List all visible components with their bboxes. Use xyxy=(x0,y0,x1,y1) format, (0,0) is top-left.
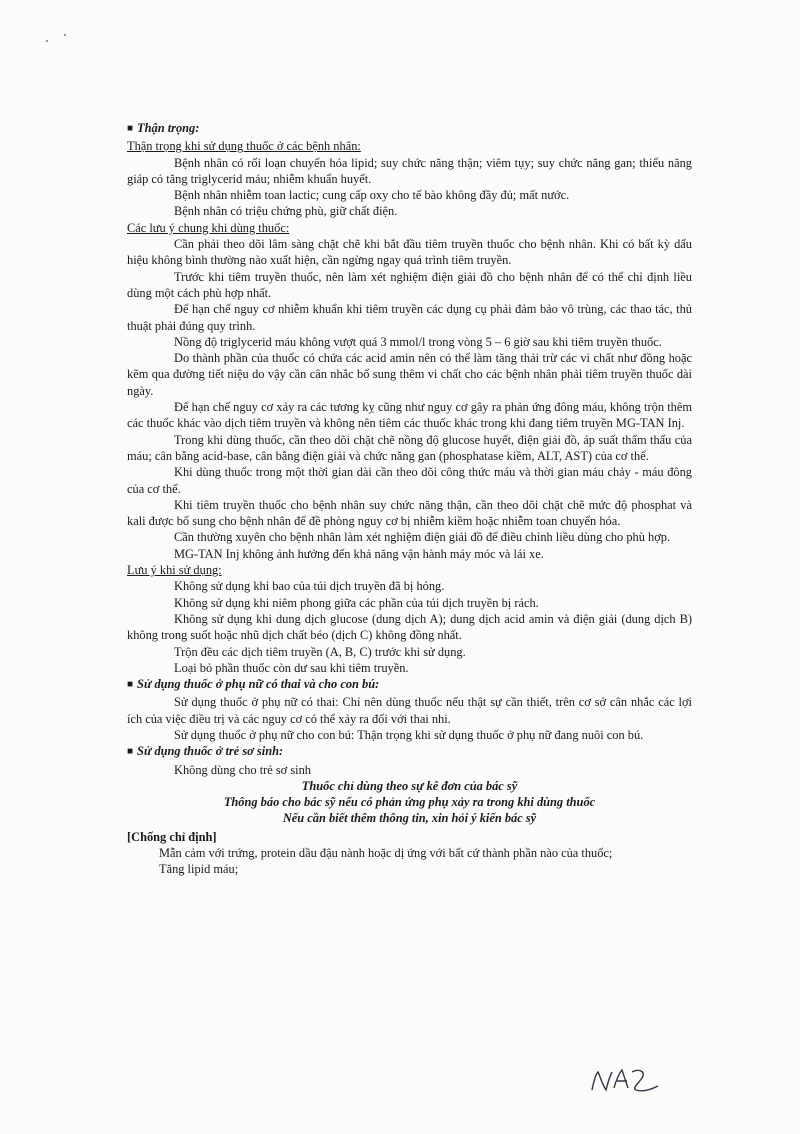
paragraph: Trước khi tiêm truyền thuốc, nên làm xét nghiệm điện giải đồ cho bệnh nhân để có thể chỉ định liều dùng một cách phù hợp nhất. xyxy=(127,269,692,300)
subheading-patients: Thận trọng khi sử dụng thuốc ở các bệnh nhân: xyxy=(127,139,361,154)
handwritten-initials xyxy=(588,1060,678,1100)
subheading-usage-notes: Lưu ý khi sử dụng: xyxy=(127,563,222,578)
bullet-square-icon: ■ xyxy=(127,746,134,758)
paragraph: Cần phải theo dõi lâm sàng chặt chẽ khi bắt đầu tiêm truyền thuốc cho bệnh nhân. Khi có bất kỳ dấu hiệu không bình thường nào xuất hiện, cần ngừng ngay quá trình tiêm truyền. xyxy=(127,237,692,268)
paragraph: Sử dụng thuốc ở phụ nữ cho con bú: Thận trọng khi sử dụng thuốc ở phụ nữ đang nuôi con bú. xyxy=(174,727,644,742)
paragraph: Do thành phần của thuốc có chứa các acid amin nên có thể làm tăng thải trừ các vi chất như đồng hoặc kẽm qua đường tiết niệu do vậy cần cân nhắc bổ sung thêm vi chất cho các bệnh nhân phải tiêm truyền thuốc dài ngày. xyxy=(127,351,692,398)
scan-speck xyxy=(46,40,48,42)
bullet-square-icon: ■ xyxy=(127,679,134,691)
section-heading-newborn: ■ Sử dụng thuốc ở trẻ sơ sinh: xyxy=(127,744,284,759)
paragraph: Không sử dụng khi bao của túi dịch truyền đã bị hỏng. xyxy=(174,579,445,594)
paragraph: Để hạn chế nguy cơ nhiễm khuẩn khi tiêm truyền các dụng cụ phải đảm bảo vô trùng, các thao tác, thủ thuật phải đúng quy trình. xyxy=(127,302,692,333)
paragraph: Bệnh nhân nhiễm toan lactic; cung cấp oxy cho tế bào không đầy đủ; mất nước. xyxy=(174,188,570,203)
paragraph: Bệnh nhân có rối loạn chuyển hóa lipid; suy chức năng thận; viêm tụy; suy chức năng gan; thiểu năng giáp có tăng triglycerid máu; nhiễm khuẩn huyết. xyxy=(127,155,692,186)
paragraph: Loại bỏ phần thuốc còn dư sau khi tiêm truyền. xyxy=(174,660,409,675)
paragraph: Không sử dụng khi dung dịch glucose (dung dịch A); dung dịch acid amin và điện giải (dung dịch B) không trong suốt hoặc nhũ dịch chất béo (dịch C) không đồng nhất. xyxy=(127,611,692,643)
paragraph: Mẫn cảm với trứng, protein dầu đậu nành hoặc dị ứng với bất cứ thành phần nào của thuốc; xyxy=(159,846,613,861)
paragraph: Không sử dụng khi niêm phong giữa các phần của túi dịch truyền bị rách. xyxy=(174,595,539,610)
paragraph: Cần thường xuyên cho bệnh nhân làm xét nghiệm điện giải đồ để điều chỉnh liều dùng cho phù hợp. xyxy=(174,530,671,545)
subheading-general-notes: Các lưu ý chung khi dùng thuốc: xyxy=(127,220,290,235)
paragraph: Không dùng cho trẻ sơ sinh xyxy=(174,762,311,777)
paragraph: Sử dụng thuốc ở phụ nữ có thai: Chỉ nên dùng thuốc nếu thật sự cần thiết, trên cơ sở cân nhắc các lợi ích của việc điều trị và các nguy cơ có thể xảy ra đối với thai nhi. xyxy=(127,695,692,726)
paragraph: Nồng độ triglycerid máu không vượt quá 3 mmol/l trong vòng 5 – 6 giờ sau khi tiêm truyền thuốc. xyxy=(174,334,662,349)
paragraph: Trong khi dùng thuốc, cần theo dõi chặt chẽ nồng độ glucose huyết, điện giải đồ, áp suất thẩm thấu của máu; cân bằng acid-base, cân bằng điện giải và chức năng gan (phosphatase kiềm, ALT, AST) của cơ thể. xyxy=(127,432,692,463)
notice-side-effects: Thông báo cho bác sỹ nếu có phản ứng phụ xảy ra trong khi dùng thuốc xyxy=(223,795,596,810)
paragraph: Trộn đều các dịch tiêm truyền (A, B, C) trước khi sử dụng. xyxy=(174,644,466,659)
section-heading-contraindication: [Chống chỉ định] xyxy=(127,829,217,844)
paragraph: Khi tiêm truyền thuốc cho bệnh nhân suy chức năng thận, cần theo dõi chặt chẽ mức độ phosphat và kali được bổ sung cho bệnh nhân để đề phòng nguy cơ bị nhiễm kiềm hoặc nhiễm toan chuyển hóa. xyxy=(127,497,692,529)
paragraph: Tăng lipid máu; xyxy=(159,862,239,877)
scan-speck xyxy=(64,34,66,36)
paragraph: Để hạn chế nguy cơ xảy ra các tương kỵ cũng như nguy cơ gây ra phản ứng đông máu, không trộn thêm các thuốc khác vào dịch tiêm truyền và không nên tiêm các thuốc khác trong khi đang tiêm truyền MG-TAN Inj. xyxy=(127,400,692,431)
notice-prescription: Thuốc chỉ dùng theo sự kê đơn của bác sỹ xyxy=(301,778,518,793)
paragraph: MG-TAN Inj không ảnh hưởng đến khả năng vận hành máy móc và lái xe. xyxy=(174,546,544,561)
paragraph: Bệnh nhân có triệu chứng phù, giữ chất điện. xyxy=(174,204,398,219)
paragraph: Khi dùng thuốc trong một thời gian dài cần theo dõi công thức máu và thời gian máu chảy - máu đông của cơ thể. xyxy=(127,465,692,496)
section-heading-pregnancy: ■ Sử dụng thuốc ở phụ nữ có thai và cho con bú: xyxy=(127,677,380,692)
bullet-square-icon: ■ xyxy=(127,123,134,134)
section-heading-caution: ■ Thận trọng: xyxy=(127,121,200,135)
document-page xyxy=(127,120,692,878)
notice-more-info: Nếu cần biết thêm thông tin, xin hỏi ý kiến bác sỹ xyxy=(282,811,537,826)
